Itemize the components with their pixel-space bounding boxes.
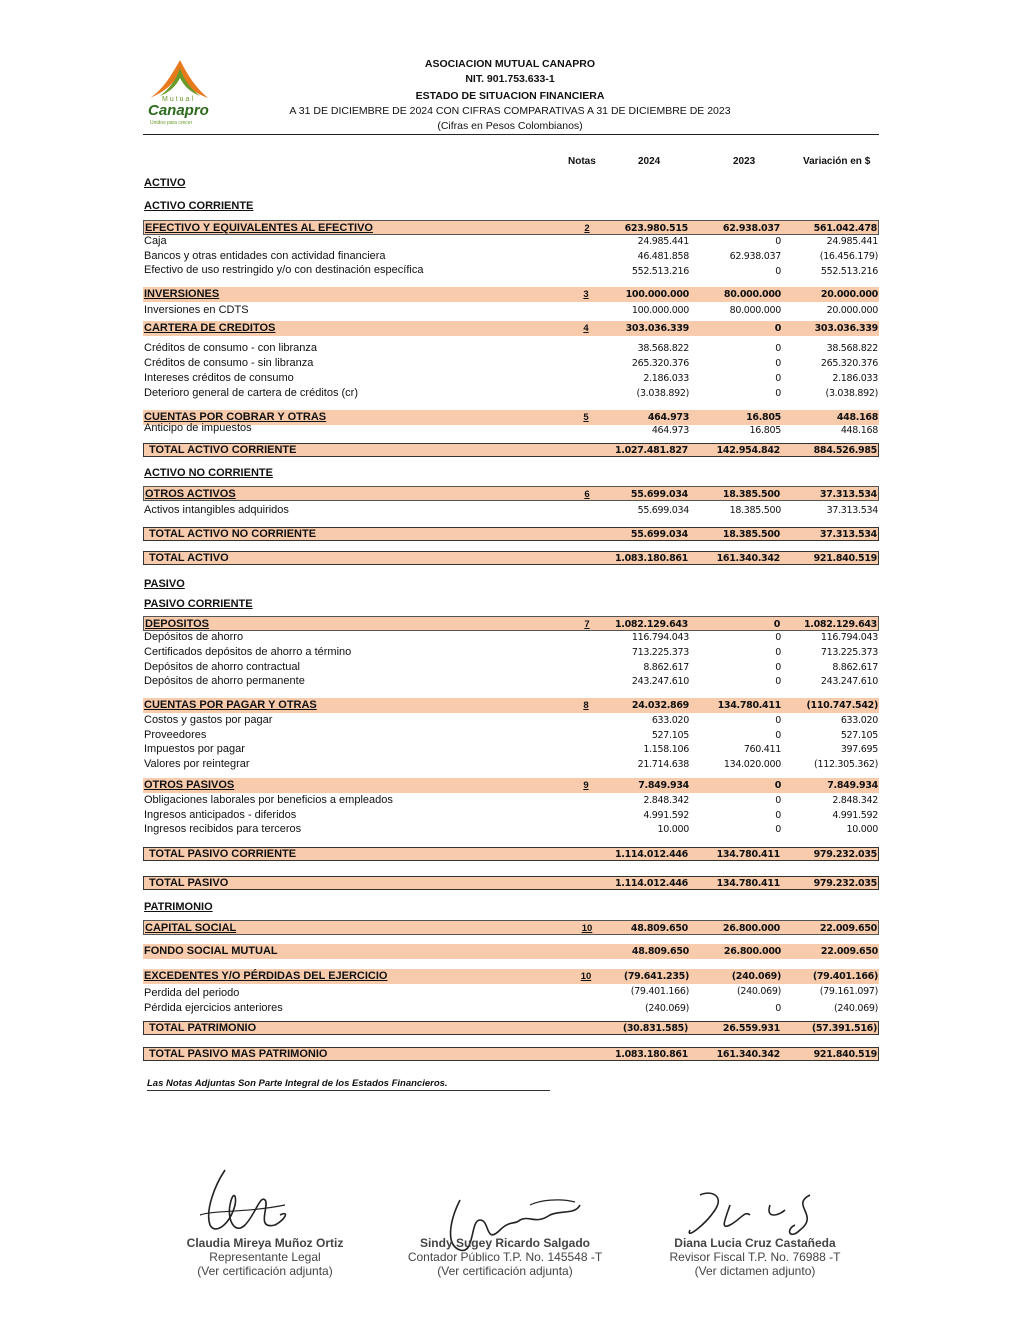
- signer-name: Claudia Mireya Muñoz Ortiz: [186, 1236, 344, 1250]
- row-terceros: Ingresos recibidos para terceros 10.000 0 10.000: [144, 823, 878, 835]
- row-proveedores: Proveedores 527.105 0 527.105: [144, 729, 878, 741]
- row-efectivo: EFECTIVO Y EQUIVALENTES AL EFECTIVO 2 623.980.515 62.938.037 561.042.478: [145, 222, 877, 234]
- row-perdida-anteriores: Pérdida ejercicios anteriores (240.069) 0 (240.069): [144, 1002, 878, 1014]
- logo-sub: Mutual: [162, 96, 196, 103]
- row-deterioro: Deterioro general de cartera de créditos (cr) (3.038.892) 0 (3.038.892): [144, 387, 878, 399]
- col-2024: 2024: [638, 156, 661, 167]
- row-reintegrar: Valores por reintegrar 21.714.638 134.020.000 (112.305.362): [144, 758, 878, 770]
- row-cdts: Inversiones en CDTS 100.000.000 80.000.000 20.000.000: [144, 304, 878, 316]
- signer-role: Representante Legal: [209, 1250, 321, 1264]
- col-notas: Notas: [568, 156, 596, 167]
- logo-name: Canapro: [148, 102, 209, 119]
- row-total-patrimonio: TOTAL PATRIMONIO (30.831.585) 26.559.931 (57.391.516): [143, 1021, 879, 1035]
- row-inversiones: INVERSIONES 3 100.000.000 80.000.000 20.000.000: [144, 288, 878, 300]
- row-dep-ahorro: Depósitos de ahorro 116.794.043 0 116.794.043: [144, 631, 878, 643]
- section-pasivo-corriente: PASIVO CORRIENTE: [144, 598, 253, 610]
- row-caja: Caja 24.985.441 0 24.985.441: [144, 235, 878, 247]
- row-perdida-periodo: Perdida del periodo (79.401.166) (240.069) (79.161.097): [144, 986, 878, 999]
- row-cxp: CUENTAS POR PAGAR Y OTRAS 8 24.032.869 134.780.411 (110.747.542): [144, 699, 878, 711]
- section-activo-corriente: ACTIVO CORRIENTE: [144, 200, 254, 212]
- signer-name: Sindy Sugey Ricardo Salgado: [419, 1236, 591, 1250]
- row-cred-sin: Créditos de consumo - sin libranza 265.320.376 0 265.320.376: [144, 357, 878, 369]
- footnote: Las Notas Adjuntas Son Parte Integral de los Estados Financieros.: [147, 1078, 550, 1091]
- row-otros-pasivos: OTROS PASIVOS 9 7.849.934 0 7.849.934: [144, 779, 878, 791]
- statement-title: ESTADO DE SITUACION FINANCIERA: [415, 90, 605, 102]
- row-depositos: DEPOSITOS 7 1.082.129.643 0 1.082.129.643: [145, 618, 877, 630]
- col-2023: 2023: [733, 156, 756, 167]
- row-excedentes: EXCEDENTES Y/O PÉRDIDAS DEL EJERCICIO 10 (79.641.235) (240.069) (79.401.166): [144, 970, 878, 982]
- signer-note: (Ver certificación adjunta): [437, 1264, 573, 1278]
- col-variation: Variación en $: [803, 156, 871, 167]
- row-total-activo-no-corriente: TOTAL ACTIVO NO CORRIENTE 55.699.034 18.385.500 37.313.534: [143, 527, 879, 541]
- row-total-pasivo-corriente: TOTAL PASIVO CORRIENTE 1.114.012.446 134.780.411 979.232.035: [143, 847, 879, 861]
- row-costos: Costos y gastos por pagar 633.020 0 633.020: [144, 714, 878, 726]
- section-activo: ACTIVO: [144, 177, 186, 189]
- signer-note: (Ver dictamen adjunto): [694, 1264, 816, 1278]
- signer-role: Contador Público T.P. No. 145548 -T: [407, 1250, 603, 1264]
- signer-name: Diana Lucia Cruz Castañeda: [674, 1236, 836, 1250]
- row-impuestos: Impuestos por pagar 1.158.106 760.411 397.695: [144, 743, 878, 755]
- section-pasivo: PASIVO: [144, 578, 185, 590]
- row-total-pasivo-mas-patrimonio: TOTAL PASIVO MAS PATRIMONIO 1.083.180.861 161.340.342 921.840.519: [143, 1047, 879, 1061]
- signature-block-fiscal-reviewer: [650, 1236, 860, 1278]
- row-cartera: CARTERA DE CREDITOS 4 303.036.339 0 303.036.339: [144, 322, 878, 334]
- signer-role: Revisor Fiscal T.P. No. 76988 -T: [669, 1250, 841, 1264]
- section-patrimonio: PATRIMONIO: [144, 901, 213, 913]
- row-cred-con: Créditos de consumo - con libranza 38.568.822 0 38.568.822: [144, 342, 878, 354]
- row-total-pasivo: TOTAL PASIVO 1.114.012.446 134.780.411 979.232.035: [143, 876, 879, 890]
- row-diferidos: Ingresos anticipados - diferidos 4.991.592 0 4.991.592: [144, 809, 878, 821]
- row-dep-contractual: Depósitos de ahorro contractual 8.862.617 0 8.862.617: [144, 661, 878, 673]
- row-total-activo-corriente: TOTAL ACTIVO CORRIENTE 1.027.481.827 142.954.842 884.526.985: [143, 443, 879, 457]
- header-divider: [143, 134, 879, 135]
- row-oblig: Obligaciones laborales por beneficios a empleados 2.848.342 0 2.848.342: [144, 794, 878, 806]
- row-total-activo: TOTAL ACTIVO 1.083.180.861 161.340.342 921.840.519: [143, 551, 879, 565]
- period: A 31 DE DICIEMBRE DE 2024 CON CIFRAS COMPARATIVAS A 31 DE DICIEMBRE DE 2023: [289, 105, 731, 117]
- row-capital: CAPITAL SOCIAL 10 48.809.650 26.800.000 22.009.650: [145, 922, 877, 934]
- row-restringido: Efectivo de uso restringido y/o con destinación específica 552.513.216 0 552.513.216: [144, 264, 878, 277]
- logo-tagline: Unidos para crecer: [150, 120, 193, 126]
- row-bancos: Bancos y otras entidades con actividad financiera 46.481.858 62.938.037 (16.456.179): [144, 250, 878, 262]
- nit: NIT. 901.753.633-1: [465, 73, 555, 85]
- row-cdat: Certificados depósitos de ahorro a término 713.225.373 0 713.225.373: [144, 646, 878, 658]
- currency-note: (Cifras en Pesos Colombianos): [437, 120, 583, 132]
- signature-block-legal-rep: [165, 1236, 365, 1278]
- row-fondo: FONDO SOCIAL MUTUAL 48.809.650 26.800.000 22.009.650: [144, 945, 878, 957]
- org-name: ASOCIACION MUTUAL CANAPRO: [424, 58, 596, 70]
- row-dep-permanente: Depósitos de ahorro permanente 243.247.610 0 243.247.610: [144, 675, 878, 687]
- row-otros-activos: OTROS ACTIVOS 6 55.699.034 18.385.500 37.313.534: [145, 488, 877, 500]
- section-activo-no-corriente: ACTIVO NO CORRIENTE: [144, 467, 273, 479]
- signer-note: (Ver certificación adjunta): [197, 1264, 333, 1278]
- row-cxc: CUENTAS POR COBRAR Y OTRAS 5 464.973 16.805 448.168: [144, 411, 878, 423]
- row-intangibles: Activos intangibles adquiridos 55.699.034 18.385.500 37.313.534: [144, 504, 878, 516]
- row-intereses: Intereses créditos de consumo 2.186.033 0 2.186.033: [144, 372, 878, 384]
- row-anticipo: Anticipo de impuestos 464.973 16.805 448.168: [144, 422, 878, 436]
- canapro-logo: [140, 58, 220, 128]
- signature-block-accountant: [395, 1236, 615, 1278]
